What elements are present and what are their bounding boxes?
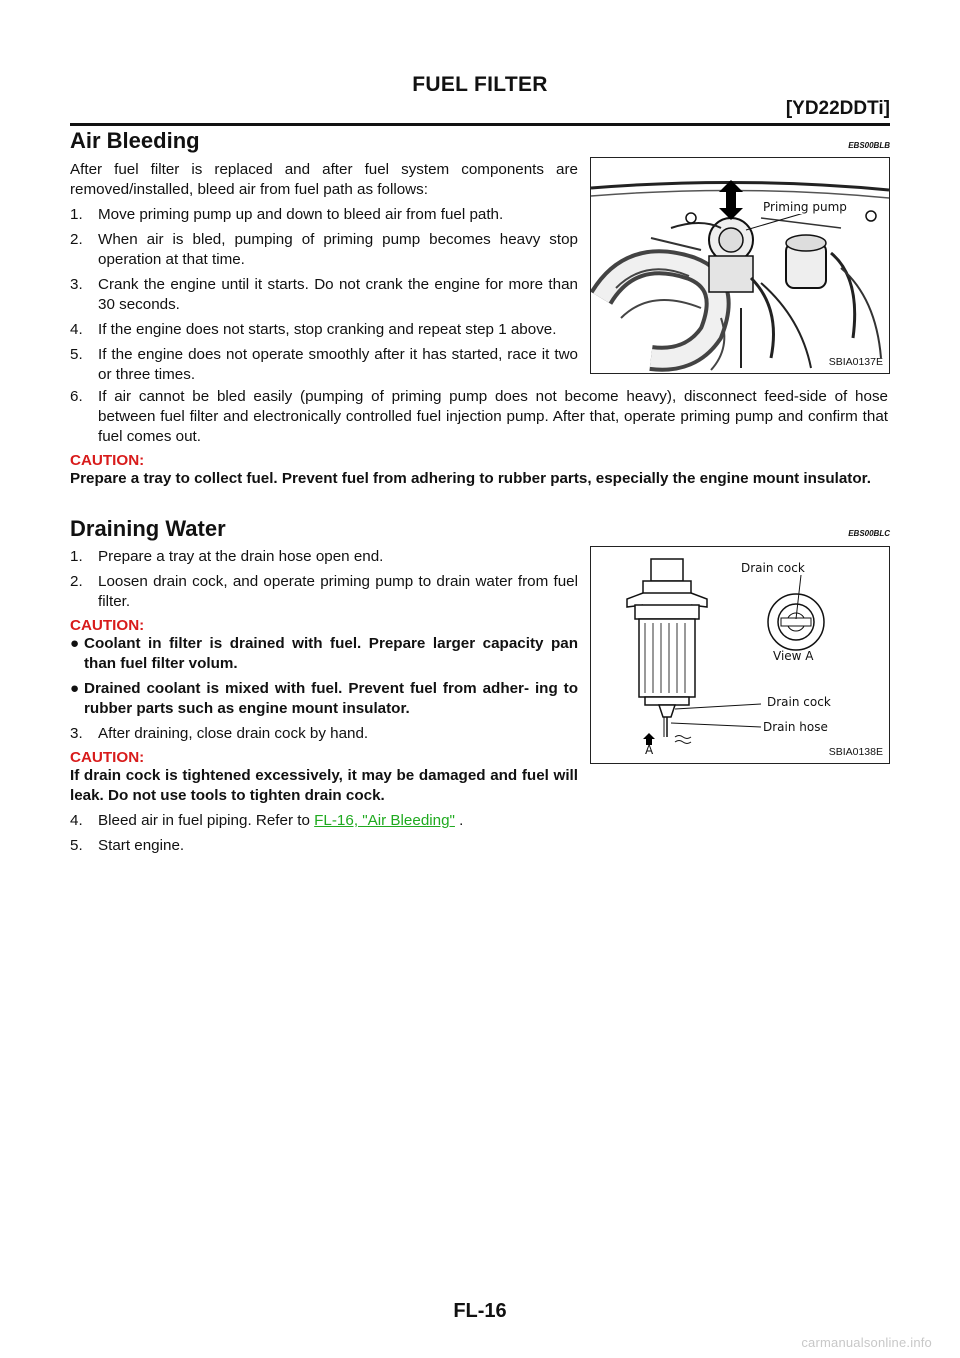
step-text: Loosen drain cock, and operate priming pump to drain water from fuel filter.: [98, 573, 578, 610]
figure-label-view-a: View A: [773, 649, 814, 663]
draining-step-3: [70, 724, 578, 744]
header-rule: [70, 123, 890, 126]
section-title-air-bleeding: Air Bleeding: [70, 128, 200, 153]
figure-code: SBIA0138E: [828, 746, 883, 758]
bullet-text: Coolant in filter is drained with fuel. Prepare larger capacity pan than fuel filter volum.: [84, 635, 578, 672]
step-number: 1.: [70, 206, 83, 223]
draining-water-left-column: [70, 547, 578, 856]
step-text-suffix: .: [454, 812, 464, 829]
step-text: If the engine does not starts, stop cranking and repeat step 1 above.: [98, 321, 557, 338]
air-bleeding-step-1: [70, 205, 578, 225]
step-number: 2.: [70, 231, 83, 248]
figure-label-priming-pump: Priming pump: [763, 200, 847, 214]
air-bleeding-left-column: [70, 160, 578, 385]
draining-step-4: [70, 811, 578, 831]
section-code-draining-water: EBS00BLC: [848, 529, 890, 538]
caution-label: CAUTION:: [70, 749, 145, 766]
step-number: 3.: [70, 725, 83, 742]
step-number: 3.: [70, 276, 83, 293]
step-text: Prepare a tray at the drain hose open end.: [98, 548, 384, 565]
step-text: Start engine.: [98, 837, 185, 854]
model-code: [YD22DDTi]: [785, 98, 890, 119]
air-bleeding-intro: After fuel filter is replaced and after fuel system components are removed/installed, bleed air from fuel path as follows:: [70, 161, 578, 198]
caution-label: CAUTION:: [70, 452, 145, 469]
step-text: After draining, close drain cock by hand.: [98, 725, 369, 742]
step-number: 5.: [70, 346, 83, 363]
caution-bullet: [70, 679, 578, 719]
draining-step-2: [70, 572, 578, 612]
draining-step-1: [70, 547, 578, 567]
figure-label-a: A: [645, 743, 654, 757]
step-number: 1.: [70, 548, 83, 565]
step-number: 5.: [70, 837, 83, 854]
bullet-text: Drained coolant is mixed with fuel. Prevent fuel from adher- ing to rubber parts such as engine mount insulator.: [84, 680, 578, 717]
fuel-filter-illustration: [591, 547, 889, 763]
air-bleeding-step-4: [70, 320, 578, 340]
air-bleeding-step-2: [70, 230, 578, 270]
figure-label-drain-hose: Drain hose: [763, 720, 828, 734]
figure-code: SBIA0137E: [828, 356, 883, 368]
engine-bay-illustration: [591, 158, 889, 373]
step-text: If air cannot be bled easily (pumping of priming pump does not become heavy), disconnect feed-side of hose between fuel filter and electronically controlled fuel injection pump. After that, operate priming pump and confirm that fuel comes out.: [98, 388, 888, 445]
bullet-icon: ●: [70, 680, 80, 697]
page-title: FUEL FILTER: [412, 73, 548, 96]
draining-step-5: [70, 836, 578, 856]
air-bleeding-full-width: [70, 387, 888, 489]
step-text: Move priming pump up and down to bleed air from fuel path.: [98, 206, 504, 223]
step-text: When air is bled, pumping of priming pump becomes heavy stop operation at that time.: [98, 231, 578, 268]
step-number: 2.: [70, 573, 83, 590]
step-text: If the engine does not operate smoothly after it has started, race it two or three times.: [98, 346, 578, 383]
air-bleeding-step-5: [70, 345, 578, 385]
section-code-air-bleeding: EBS00BLB: [848, 141, 890, 150]
air-bleeding-reference-link[interactable]: FL-16, "Air Bleeding": [314, 812, 455, 829]
section-title-draining-water: Draining Water: [70, 516, 226, 541]
figure-fuel-filter-drain: [590, 546, 890, 764]
caution-text: If drain cock is tightened excessively, it may be damaged and fuel will leak. Do not use tools to tighten drain cock.: [70, 767, 578, 804]
caution-bullet: [70, 634, 578, 674]
step-text: [98, 811, 578, 831]
caution-text: Prepare a tray to collect fuel. Prevent fuel from adhering to rubber parts, especially the engine mount insulator.: [70, 470, 871, 487]
caution-label: CAUTION:: [70, 617, 145, 634]
figure-label-drain-cock-top: Drain cock: [741, 561, 805, 575]
bullet-icon: ●: [70, 635, 80, 652]
step-text-prefix: Bleed air in fuel piping. Refer to: [98, 812, 315, 829]
air-bleeding-step-3: [70, 275, 578, 315]
watermark: carmanualsonline.info: [801, 1335, 932, 1350]
step-text: Crank the engine until it starts. Do not crank the engine for more than 30 seconds.: [98, 276, 578, 313]
figure-label-drain-cock: Drain cock: [767, 695, 831, 709]
air-bleeding-step-6: [70, 387, 888, 447]
figure-priming-pump: [590, 157, 890, 374]
step-number: 4.: [70, 812, 83, 829]
step-number: 4.: [70, 321, 83, 338]
page-number: FL-16: [453, 1300, 507, 1322]
step-number: 6.: [70, 388, 83, 405]
